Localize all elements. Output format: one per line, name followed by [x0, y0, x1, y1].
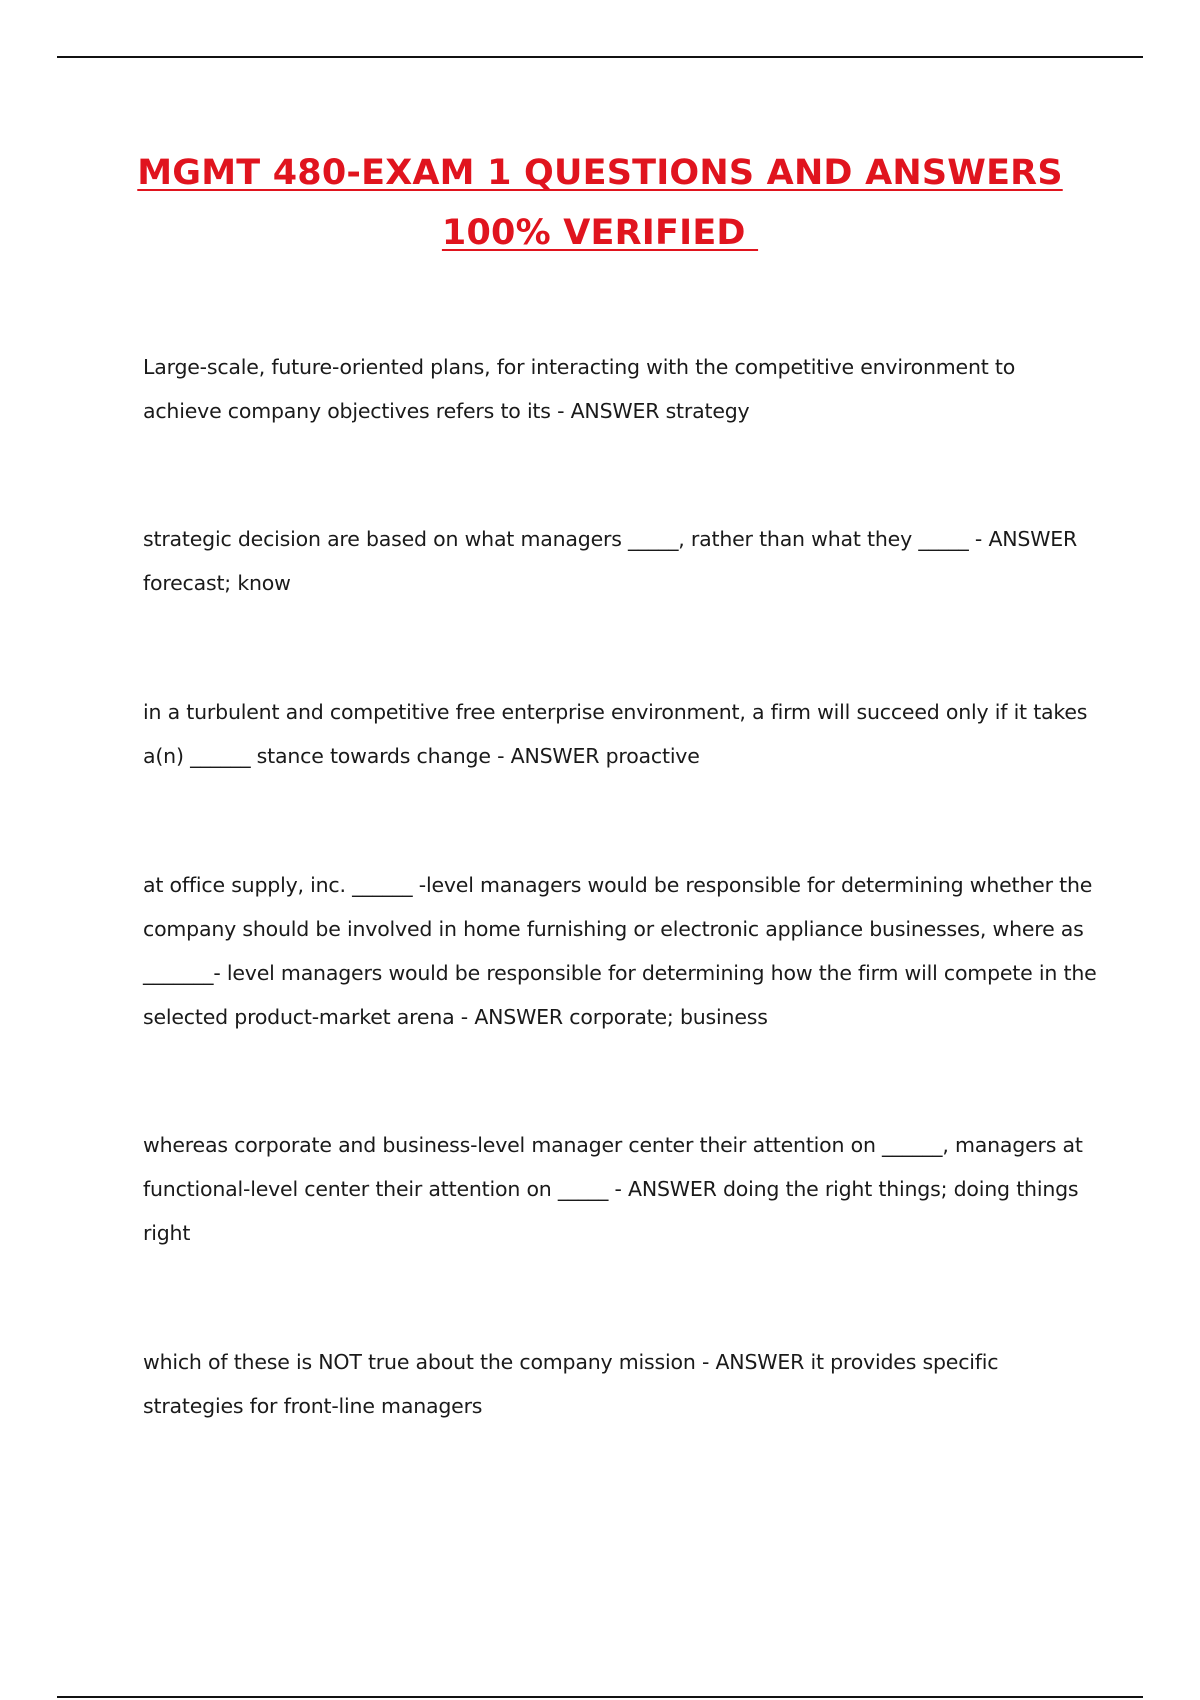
- bottom-rule: [57, 1696, 1143, 1698]
- answer-text: it provides specific strategies for front-line managers: [143, 1350, 999, 1418]
- question-text: at office supply, inc. ______ -level managers would be responsible for determining whether the company should be involved in home furnishing or electronic appliance businesses, where as _______- level managers would be responsible for determining how the firm will compete in the selected product-market arena: [143, 873, 1097, 1029]
- question-text: strategic decision are based on what managers _____, rather than what they _____: [143, 527, 969, 551]
- question-text: which of these is NOT true about the company mission: [143, 1350, 696, 1374]
- answer-marker: ANSWER: [715, 1350, 805, 1374]
- answer-text: doing the right things; doing things right: [143, 1177, 1079, 1245]
- answer-text: corporate; business: [569, 1005, 768, 1029]
- answer-text: strategy: [665, 399, 750, 423]
- answer-marker: ANSWER: [510, 744, 600, 768]
- qa-item: strategic decision are based on what managers _____, rather than what they _____ - ANSWER forecast; know: [143, 527, 1078, 595]
- question-text: whereas corporate and business-level manager center their attention on ______, managers at functional-level center their attention on _____: [143, 1133, 1083, 1201]
- answer-text: proactive: [605, 744, 700, 768]
- question-text: Large-scale, future-oriented plans, for interacting with the competitive environment to achieve company objectives refers to its: [143, 355, 1016, 423]
- answer-text: forecast; know: [143, 571, 291, 595]
- question-text: in a turbulent and competitive free enterprise environment, a firm will succeed only if it takes a(n) ______ stance towards change: [143, 700, 1088, 768]
- answer-marker: ANSWER: [628, 1177, 717, 1201]
- answer-marker: ANSWER: [988, 527, 1078, 551]
- qa-item: at office supply, inc. ______ -level managers would be responsible for determining whether the company should be involved in home furnishing or electronic appliance businesses, where as _______- level managers would be responsible for determining how the firm will compete in the selected product-market arena - ANSWER corporate; business: [143, 873, 1097, 1029]
- document-title: [0, 143, 1200, 263]
- title-line-1: MGMT 480-EXAM 1 QUESTIONS AND ANSWERS: [137, 153, 1063, 193]
- qa-item: in a turbulent and competitive free enterprise environment, a firm will succeed only if it takes a(n) ______ stance towards change - ANSWER proactive: [143, 700, 1088, 768]
- qa-item: which of these is NOT true about the company mission - ANSWER it provides specific strategies for front-line managers: [143, 1350, 999, 1418]
- answer-marker: ANSWER: [570, 399, 660, 423]
- qa-item: whereas corporate and business-level manager center their attention on ______, managers at functional-level center their attention on _____ - ANSWER doing the right things; doing things right: [143, 1133, 1083, 1245]
- top-rule: [57, 56, 1143, 58]
- answer-marker: ANSWER: [474, 1005, 563, 1029]
- title-line-2: 100% VERIFIED: [441, 213, 759, 253]
- qa-item: Large-scale, future-oriented plans, for interacting with the competitive environment to achieve company objectives refers to its - ANSWER strategy: [143, 355, 1016, 423]
